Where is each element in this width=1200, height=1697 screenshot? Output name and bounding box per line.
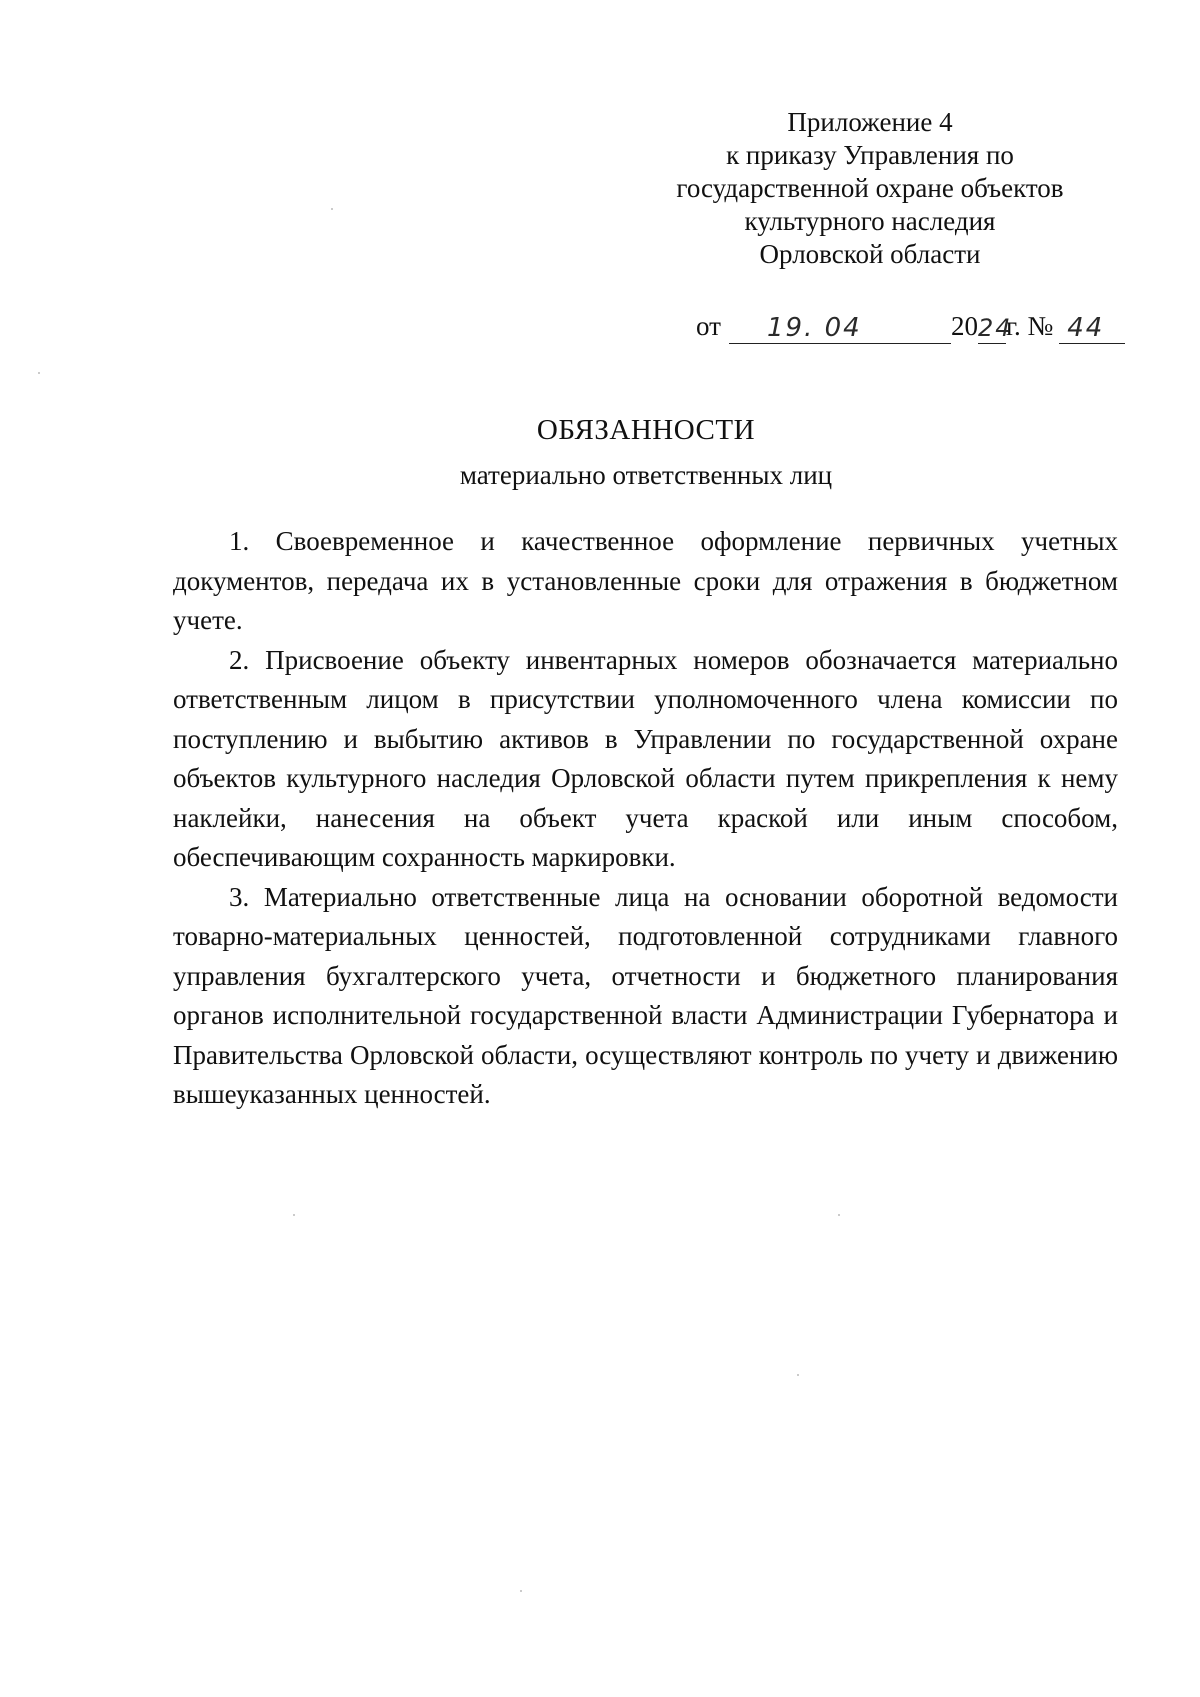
scan-speck: [293, 1214, 295, 1216]
year-prefix: 20: [950, 311, 978, 341]
appendix-line: государственной охране объектов: [676, 173, 1064, 203]
year-suffix: г. №: [1005, 311, 1054, 341]
number-blank: [1059, 313, 1125, 344]
document-title: ОБЯЗАННОСТИ: [536, 414, 756, 446]
paragraph: 3. Материально ответственные лица на основании оборотной ведомости товарно-материальных ценностей, подготовленной сотрудниками главного управления бухгалтерского учета, отчетности и бюджетного планирования органов исполнительной государственной власти Администрации Губернатора и Правительства Орловской области, осуществляют контроль по учету и движению вышеуказанных ценностей.: [173, 881, 1118, 1109]
appendix-line: культурного наследия: [744, 206, 996, 236]
date-blank: [729, 313, 951, 344]
handwritten-year: 24: [977, 314, 1013, 342]
appendix-header: [640, 106, 1100, 271]
year-blank: [977, 313, 1013, 344]
appendix-line: Приложение 4: [787, 107, 953, 137]
paragraph: 2. Присвоение объекту инвентарных номеров обозначается материально ответственным лицом в присутствии уполномоченного члена комиссии по поступлению и выбытию активов в Управлении по государственной охране объектов культурного наследия Орловской области путем прикрепления к нему наклейки, нанесения на объект учета краской или иным способом, обеспечивающим сохранность маркировки.: [173, 644, 1118, 872]
paragraph: 1. Своевременное и качественное оформление первичных учетных документов, передача их в установленные сроки для отражения в бюджетном учете.: [173, 526, 1118, 635]
scan-speck: [797, 1374, 799, 1376]
appendix-line: к приказу Управления по: [726, 140, 1014, 170]
order-date-line: [696, 308, 1125, 344]
scan-speck: [331, 208, 333, 210]
handwritten-date: 19. 04: [766, 313, 862, 343]
scan-speck: [838, 1214, 840, 1216]
scan-speck: [520, 1590, 522, 1592]
document-subtitle: материально ответственных лиц: [459, 460, 833, 490]
document-body: [173, 522, 1118, 1115]
handwritten-number: 44: [1067, 313, 1105, 343]
date-prefix: от: [696, 311, 721, 341]
appendix-line: Орловской области: [759, 239, 981, 269]
scan-speck: [38, 372, 40, 374]
